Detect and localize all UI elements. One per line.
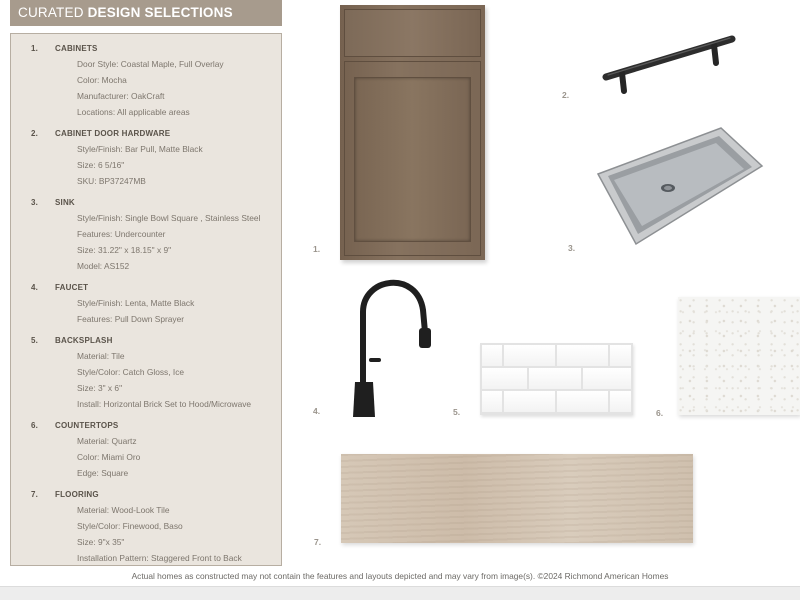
- spec-section-heading: [11, 281, 281, 295]
- cabinet-door-image: [340, 5, 485, 260]
- spec-panel: [10, 33, 282, 566]
- spec-detail-line: Edge: Square: [77, 468, 129, 478]
- spec-section-title: CABINETS: [55, 44, 98, 53]
- spec-detail-line: Features: Undercounter: [77, 229, 166, 239]
- image-label-cabinet: 1.: [313, 244, 321, 254]
- spec-detail-line: Size: 9"x 35": [77, 537, 125, 547]
- spec-detail-line: Installation Pattern: Staggered Front to Back: [77, 553, 242, 563]
- spec-section-heading: [11, 196, 281, 210]
- disclaimer-text: Actual homes as constructed may not contain the features and layouts depicted and may vary from image(s). ©2024 Richmond American Homes: [131, 571, 669, 581]
- spec-section-heading: [11, 127, 281, 141]
- spec-detail-line: Model: AS152: [77, 261, 130, 271]
- spec-detail-line: Size: 3" x 6": [77, 383, 123, 393]
- sink-image: [596, 126, 764, 246]
- image-label-pull: 2.: [562, 90, 570, 100]
- spec-section: [11, 419, 281, 481]
- cabinet-drawer-front: [344, 9, 481, 57]
- backsplash-tile-image: [480, 343, 633, 415]
- spec-detail-line: Install: Horizontal Brick Set to Hood/Microwave: [77, 399, 252, 409]
- spec-detail-line: Door Style: Coastal Maple, Full Overlay: [77, 59, 224, 69]
- spec-section-title: SINK: [55, 198, 75, 207]
- spec-section-title: COUNTERTOPS: [55, 421, 119, 430]
- image-label-countertop: 6.: [656, 408, 664, 418]
- spec-detail-line: Locations: All applicable areas: [77, 107, 190, 117]
- spec-section-number: 7.: [31, 490, 39, 499]
- spec-section-heading: [11, 334, 281, 348]
- spec-detail-line: Style/Finish: Lenta, Matte Black: [77, 298, 195, 308]
- spec-section-number: 5.: [31, 336, 39, 345]
- spec-detail-line: Size: 31.22" x 18.15" x 9": [77, 245, 172, 255]
- bar-pull-image: [598, 25, 738, 100]
- spec-detail-line: Size: 6 5/16": [77, 160, 125, 170]
- spec-section-heading: [11, 488, 281, 502]
- spec-detail-line: SKU: BP37247MB: [77, 176, 146, 186]
- cabinet-door-panel: [354, 77, 471, 242]
- wood-look-tile-image: [341, 454, 693, 543]
- spec-section-heading: [11, 419, 281, 433]
- spec-detail-line: Features: Pull Down Sprayer: [77, 314, 185, 324]
- spec-section: [11, 42, 281, 120]
- spec-detail-line: Style/Color: Catch Gloss, Ice: [77, 367, 185, 377]
- spec-section-number: 4.: [31, 283, 39, 292]
- spec-section: [11, 334, 281, 412]
- spec-section-number: 6.: [31, 421, 39, 430]
- faucet-image: [345, 272, 440, 422]
- spec-detail-line: Material: Wood-Look Tile: [77, 505, 170, 515]
- spec-section: [11, 281, 281, 327]
- spec-detail-line: Style/Finish: Bar Pull, Matte Black: [77, 144, 203, 154]
- image-label-backsplash: 5.: [453, 407, 461, 417]
- spec-section-heading: [11, 42, 281, 56]
- image-label-sink: 3.: [568, 243, 576, 253]
- spec-section-title: BACKSPLASH: [55, 336, 113, 345]
- image-label-flooring: 7.: [314, 537, 322, 547]
- spec-section-number: 1.: [31, 44, 39, 53]
- spec-detail-line: Manufacturer: OakCraft: [77, 91, 165, 101]
- header-title-thin: CURATED: [18, 5, 84, 20]
- spec-detail-line: Material: Tile: [77, 351, 125, 361]
- header-bar: [10, 0, 282, 26]
- spec-section-number: 2.: [31, 129, 39, 138]
- header-title-bold: DESIGN SELECTIONS: [87, 5, 233, 20]
- spec-section-title: CABINET DOOR HARDWARE: [55, 129, 171, 138]
- spec-section: [11, 196, 281, 274]
- spec-section-number: 3.: [31, 198, 39, 207]
- spec-section: [11, 488, 281, 566]
- spec-detail-line: Style/Color: Finewood, Baso: [77, 521, 183, 531]
- spec-detail-line: Style/Finish: Single Bowl Square , Stainless Steel: [77, 213, 261, 223]
- spec-detail-line: Material: Quartz: [77, 436, 137, 446]
- spec-section: [11, 127, 281, 189]
- image-label-faucet: 4.: [313, 406, 321, 416]
- spec-section-title: FAUCET: [55, 283, 89, 292]
- spec-detail-line: Color: Mocha: [77, 75, 127, 85]
- spec-detail-line: Color: Miami Oro: [77, 452, 141, 462]
- quartz-countertop-image: [678, 297, 800, 415]
- bottom-strip: [0, 586, 800, 600]
- spec-section-title: FLOORING: [55, 490, 99, 499]
